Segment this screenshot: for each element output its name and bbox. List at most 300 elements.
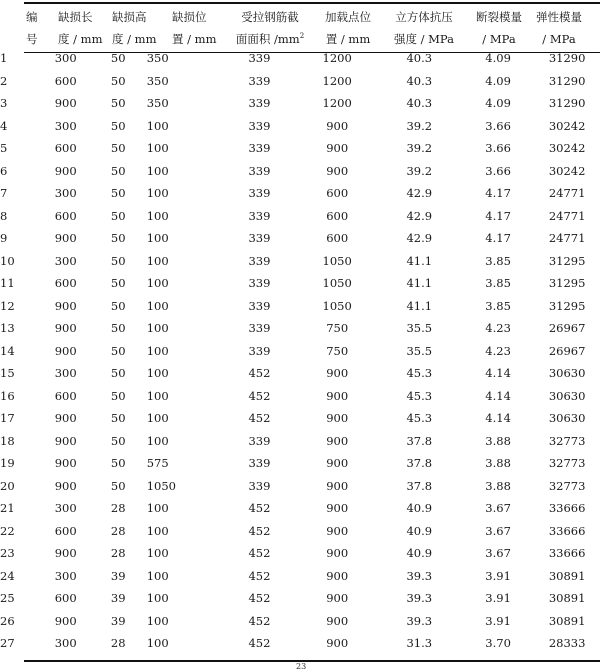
table-cell: 35.5 bbox=[406, 343, 433, 358]
table-cell: 16 bbox=[0, 388, 15, 403]
table-cell: 45.3 bbox=[406, 411, 433, 426]
table-cell: 2 bbox=[0, 73, 8, 88]
header-label: 立方体抗压 bbox=[395, 10, 453, 24]
table-cell: 13 bbox=[0, 321, 15, 336]
table-cell: 900 bbox=[326, 456, 349, 471]
header-label: 缺损位 bbox=[172, 10, 207, 24]
table-cell: 24771 bbox=[548, 186, 586, 201]
table-cell: 100 bbox=[146, 591, 169, 606]
table-cell: 4.14 bbox=[485, 388, 511, 403]
table-cell: 100 bbox=[146, 411, 169, 426]
table-row bbox=[0, 317, 600, 340]
table-cell: 750 bbox=[326, 321, 349, 336]
table-cell: 50 bbox=[110, 141, 126, 156]
table-row bbox=[0, 70, 600, 93]
table-cell: 33666 bbox=[548, 501, 586, 516]
table-cell: 15 bbox=[0, 366, 15, 381]
table-cell: 4.14 bbox=[485, 411, 511, 426]
table-cell: 452 bbox=[248, 501, 271, 516]
table-cell: 31295 bbox=[548, 253, 586, 268]
header-label: / MPa bbox=[482, 32, 516, 46]
table-cell: 339 bbox=[248, 231, 271, 246]
table-cell: 1050 bbox=[322, 253, 352, 268]
table-cell: 28333 bbox=[548, 636, 586, 651]
table-cell: 4.17 bbox=[485, 208, 511, 223]
table-cell: 24771 bbox=[548, 208, 586, 223]
table-cell: 39.2 bbox=[406, 141, 433, 156]
table-cell: 3.67 bbox=[485, 546, 511, 561]
table-cell: 3.85 bbox=[485, 298, 511, 313]
header-label: 编 bbox=[26, 10, 38, 24]
table-cell: 339 bbox=[248, 141, 271, 156]
table-cell: 10 bbox=[0, 253, 15, 268]
header-label: 度 / mm bbox=[58, 32, 103, 46]
table-cell: 900 bbox=[54, 613, 77, 628]
table-cell: 37.8 bbox=[406, 433, 433, 448]
table-cell: 39 bbox=[110, 591, 126, 606]
table-cell: 50 bbox=[110, 298, 126, 313]
table-cell: 100 bbox=[146, 501, 169, 516]
table-cell: 452 bbox=[248, 613, 271, 628]
table-cell: 30891 bbox=[548, 568, 586, 583]
table-cell: 28 bbox=[110, 636, 126, 651]
table-cell: 24 bbox=[0, 568, 15, 583]
table-cell: 3.66 bbox=[485, 163, 511, 178]
table-cell: 40.9 bbox=[406, 523, 433, 538]
table-cell: 900 bbox=[326, 433, 349, 448]
table-cell: 100 bbox=[146, 546, 169, 561]
table-cell: 600 bbox=[54, 141, 77, 156]
table-cell: 600 bbox=[326, 231, 349, 246]
table-cell: 900 bbox=[326, 523, 349, 538]
table-cell: 39.3 bbox=[406, 568, 433, 583]
table-cell: 600 bbox=[54, 208, 77, 223]
table-cell: 3.91 bbox=[485, 591, 511, 606]
table-cell: 100 bbox=[146, 321, 169, 336]
table-cell: 4 bbox=[0, 118, 8, 133]
header-col-cube-strength bbox=[382, 6, 466, 50]
table-cell: 900 bbox=[54, 96, 77, 111]
table-cell: 50 bbox=[110, 411, 126, 426]
table-row bbox=[0, 115, 600, 138]
table-cell: 3.66 bbox=[485, 141, 511, 156]
table-cell: 900 bbox=[326, 163, 349, 178]
table-cell: 1200 bbox=[322, 73, 352, 88]
table-cell: 339 bbox=[248, 253, 271, 268]
table-cell: 100 bbox=[146, 118, 169, 133]
table-cell: 3.91 bbox=[485, 613, 511, 628]
table-cell: 50 bbox=[110, 208, 126, 223]
table-cell: 4.14 bbox=[485, 366, 511, 381]
table-cell: 12 bbox=[0, 298, 15, 313]
table-cell: 37.8 bbox=[406, 456, 433, 471]
table-cell: 339 bbox=[248, 208, 271, 223]
table-cell: 3.85 bbox=[485, 276, 511, 291]
table-row bbox=[0, 340, 600, 363]
table-cell: 39.2 bbox=[406, 118, 433, 133]
table-cell: 33666 bbox=[548, 523, 586, 538]
table-cell: 300 bbox=[54, 366, 77, 381]
table-cell: 900 bbox=[54, 456, 77, 471]
table-row bbox=[0, 632, 600, 655]
table-row bbox=[0, 227, 600, 250]
table-cell: 4.09 bbox=[485, 96, 511, 111]
header-label: 号 bbox=[26, 32, 38, 46]
header-col-defect-position bbox=[172, 6, 228, 50]
table-cell: 300 bbox=[54, 501, 77, 516]
table-row bbox=[0, 565, 600, 588]
table-cell: 900 bbox=[54, 163, 77, 178]
table-cell: 30242 bbox=[548, 118, 586, 133]
table-cell: 3.88 bbox=[485, 456, 511, 471]
table-cell: 6 bbox=[0, 163, 8, 178]
table-cell: 50 bbox=[110, 388, 126, 403]
header-col-rebar-area bbox=[228, 6, 312, 50]
table-row bbox=[0, 587, 600, 610]
table-cell: 32773 bbox=[548, 456, 586, 471]
table-cell: 42.9 bbox=[406, 231, 433, 246]
table-cell: 1050 bbox=[322, 298, 352, 313]
table-cell: 31290 bbox=[548, 96, 586, 111]
table-cell: 50 bbox=[110, 118, 126, 133]
table-cell: 900 bbox=[54, 343, 77, 358]
header-area-text: 面面积 /mm bbox=[235, 32, 300, 46]
data-table bbox=[0, 47, 600, 655]
table-cell: 300 bbox=[54, 118, 77, 133]
table-cell: 1200 bbox=[322, 96, 352, 111]
table-cell: 3 bbox=[0, 96, 8, 111]
table-cell: 30242 bbox=[548, 163, 586, 178]
table-cell: 39.3 bbox=[406, 591, 433, 606]
table-cell: 900 bbox=[326, 636, 349, 651]
table-cell: 350 bbox=[146, 73, 169, 88]
table-cell: 30630 bbox=[548, 366, 586, 381]
table-cell: 33666 bbox=[548, 546, 586, 561]
table-cell: 40.9 bbox=[406, 546, 433, 561]
table-cell: 900 bbox=[54, 231, 77, 246]
table-top-rule bbox=[24, 2, 600, 4]
header-col-load-position bbox=[312, 6, 384, 50]
table-cell: 50 bbox=[110, 186, 126, 201]
table-row bbox=[0, 362, 600, 385]
table-cell: 32773 bbox=[548, 478, 586, 493]
header-label: / MPa bbox=[542, 32, 576, 46]
header-label: 断裂模量 bbox=[476, 10, 522, 24]
table-cell: 100 bbox=[146, 366, 169, 381]
table-cell: 35.5 bbox=[406, 321, 433, 336]
table-cell: 600 bbox=[54, 523, 77, 538]
table-cell: 339 bbox=[248, 73, 271, 88]
table-cell: 19 bbox=[0, 456, 15, 471]
table-cell: 4.17 bbox=[485, 231, 511, 246]
table-cell: 11 bbox=[0, 276, 15, 291]
table-cell: 339 bbox=[248, 163, 271, 178]
table-cell: 900 bbox=[54, 546, 77, 561]
table-cell: 3.66 bbox=[485, 118, 511, 133]
header-col-elastic-modulus bbox=[526, 6, 592, 50]
table-cell: 452 bbox=[248, 366, 271, 381]
table-cell: 600 bbox=[54, 276, 77, 291]
table-cell: 600 bbox=[326, 208, 349, 223]
table-cell: 31295 bbox=[548, 276, 586, 291]
table-cell: 21 bbox=[0, 501, 15, 516]
table-cell: 452 bbox=[248, 636, 271, 651]
table-cell: 100 bbox=[146, 523, 169, 538]
table-cell: 50 bbox=[110, 343, 126, 358]
table-cell: 5 bbox=[0, 141, 8, 156]
table-cell: 40.3 bbox=[406, 73, 433, 88]
header-label: 缺损长 bbox=[58, 10, 93, 24]
table-cell: 50 bbox=[110, 321, 126, 336]
table-cell: 300 bbox=[54, 51, 77, 66]
table-cell: 40.3 bbox=[406, 96, 433, 111]
table-row bbox=[0, 430, 600, 453]
table-cell: 30630 bbox=[548, 411, 586, 426]
table-cell: 4.17 bbox=[485, 186, 511, 201]
table-cell: 900 bbox=[326, 478, 349, 493]
table-cell: 26967 bbox=[548, 343, 586, 358]
table-cell: 20 bbox=[0, 478, 15, 493]
table-cell: 100 bbox=[146, 388, 169, 403]
table-cell: 900 bbox=[326, 568, 349, 583]
table-cell: 3.67 bbox=[485, 501, 511, 516]
table-cell: 452 bbox=[248, 388, 271, 403]
table-cell: 28 bbox=[110, 523, 126, 538]
table-cell: 50 bbox=[110, 231, 126, 246]
table-cell: 40.3 bbox=[406, 51, 433, 66]
table-cell: 900 bbox=[54, 298, 77, 313]
table-cell: 26967 bbox=[548, 321, 586, 336]
table-cell: 4.09 bbox=[485, 51, 511, 66]
table-row bbox=[0, 205, 600, 228]
table-cell: 30242 bbox=[548, 141, 586, 156]
header-area-superscript: 2 bbox=[299, 32, 305, 41]
table-cell: 39.2 bbox=[406, 163, 433, 178]
table-row bbox=[0, 475, 600, 498]
table-bottom-rule bbox=[24, 660, 600, 662]
table-cell: 30891 bbox=[548, 613, 586, 628]
table-cell: 23 bbox=[0, 546, 15, 561]
table-cell: 3.85 bbox=[485, 253, 511, 268]
table-cell: 100 bbox=[146, 636, 169, 651]
table-cell: 39 bbox=[110, 568, 126, 583]
table-cell: 339 bbox=[248, 51, 271, 66]
table-cell: 600 bbox=[54, 388, 77, 403]
table-row bbox=[0, 47, 600, 70]
table-cell: 100 bbox=[146, 343, 169, 358]
header-label: 度 / mm bbox=[112, 32, 157, 46]
table-cell: 100 bbox=[146, 163, 169, 178]
table-cell: 50 bbox=[110, 163, 126, 178]
table-cell: 9 bbox=[0, 231, 8, 246]
table-cell: 900 bbox=[326, 366, 349, 381]
table-row bbox=[0, 182, 600, 205]
header-col-defect-length bbox=[58, 6, 110, 50]
table-cell: 575 bbox=[146, 456, 169, 471]
table-cell: 31290 bbox=[548, 73, 586, 88]
table-row bbox=[0, 295, 600, 318]
table-cell: 30630 bbox=[548, 388, 586, 403]
table-row bbox=[0, 385, 600, 408]
table-cell: 750 bbox=[326, 343, 349, 358]
table-cell: 339 bbox=[248, 276, 271, 291]
table-cell: 339 bbox=[248, 118, 271, 133]
table-cell: 4.09 bbox=[485, 73, 511, 88]
table-cell: 50 bbox=[110, 253, 126, 268]
table-cell: 339 bbox=[248, 298, 271, 313]
table-cell: 17 bbox=[0, 411, 15, 426]
page-number: 23 bbox=[296, 662, 307, 671]
table-cell: 100 bbox=[146, 141, 169, 156]
table-cell: 45.3 bbox=[406, 366, 433, 381]
table-cell: 31290 bbox=[548, 51, 586, 66]
table-cell: 31.3 bbox=[406, 636, 433, 651]
table-row bbox=[0, 497, 600, 520]
header-label: 置 / mm bbox=[325, 32, 371, 46]
table-cell: 339 bbox=[248, 186, 271, 201]
table-cell: 900 bbox=[326, 591, 349, 606]
table-cell: 45.3 bbox=[406, 388, 433, 403]
header-label: 缺损高 bbox=[112, 10, 147, 24]
table-cell: 900 bbox=[326, 388, 349, 403]
table-cell: 100 bbox=[146, 276, 169, 291]
table-cell: 50 bbox=[110, 456, 126, 471]
table-cell: 3.67 bbox=[485, 523, 511, 538]
table-cell: 39 bbox=[110, 613, 126, 628]
table-row bbox=[0, 452, 600, 475]
table-cell: 28 bbox=[110, 546, 126, 561]
table-cell: 50 bbox=[110, 276, 126, 291]
table-row bbox=[0, 407, 600, 430]
table-cell: 24771 bbox=[548, 231, 586, 246]
table-cell: 350 bbox=[146, 96, 169, 111]
table-cell: 28 bbox=[110, 501, 126, 516]
table-cell: 50 bbox=[110, 73, 126, 88]
table-cell: 900 bbox=[54, 411, 77, 426]
table-cell: 339 bbox=[248, 456, 271, 471]
table-cell: 50 bbox=[110, 478, 126, 493]
table-row bbox=[0, 272, 600, 295]
table-cell: 50 bbox=[110, 366, 126, 381]
table-cell: 900 bbox=[54, 433, 77, 448]
table-cell: 41.1 bbox=[406, 253, 433, 268]
table-cell: 1050 bbox=[322, 276, 352, 291]
header-label: 弹性模量 bbox=[536, 10, 582, 24]
table-cell: 41.1 bbox=[406, 298, 433, 313]
table-cell: 339 bbox=[248, 478, 271, 493]
table-cell: 8 bbox=[0, 208, 8, 223]
table-cell: 50 bbox=[110, 51, 126, 66]
header-label: 受拉钢筋截 bbox=[241, 10, 299, 24]
table-cell: 900 bbox=[54, 321, 77, 336]
table-cell: 3.91 bbox=[485, 568, 511, 583]
table-cell: 50 bbox=[110, 433, 126, 448]
table-cell: 339 bbox=[248, 433, 271, 448]
table-cell: 900 bbox=[326, 411, 349, 426]
table-body bbox=[0, 47, 600, 655]
table-cell: 100 bbox=[146, 568, 169, 583]
header-label: 置 / mm bbox=[172, 32, 217, 46]
table-cell: 900 bbox=[326, 118, 349, 133]
table-cell: 100 bbox=[146, 433, 169, 448]
table-cell: 26 bbox=[0, 613, 15, 628]
table-cell: 7 bbox=[0, 186, 8, 201]
table-cell: 41.1 bbox=[406, 276, 433, 291]
table-cell: 300 bbox=[54, 186, 77, 201]
table-cell: 100 bbox=[146, 253, 169, 268]
table-cell: 300 bbox=[54, 636, 77, 651]
header-col-number bbox=[26, 6, 44, 50]
table-cell: 600 bbox=[54, 591, 77, 606]
table-cell: 32773 bbox=[548, 433, 586, 448]
table-row bbox=[0, 92, 600, 115]
table-cell: 40.9 bbox=[406, 501, 433, 516]
table-row bbox=[0, 160, 600, 183]
table-cell: 350 bbox=[146, 51, 169, 66]
table-cell: 1050 bbox=[146, 478, 176, 493]
table-cell: 1 bbox=[0, 51, 8, 66]
table-cell: 37.8 bbox=[406, 478, 433, 493]
table-row bbox=[0, 250, 600, 273]
table-cell: 452 bbox=[248, 568, 271, 583]
table-cell: 3.70 bbox=[485, 636, 511, 651]
table-cell: 4.23 bbox=[485, 321, 511, 336]
table-cell: 900 bbox=[326, 141, 349, 156]
table-cell: 452 bbox=[248, 591, 271, 606]
table-cell: 100 bbox=[146, 613, 169, 628]
table-cell: 100 bbox=[146, 186, 169, 201]
table-cell: 18 bbox=[0, 433, 15, 448]
table-cell: 22 bbox=[0, 523, 15, 538]
table-cell: 600 bbox=[54, 73, 77, 88]
table-cell: 339 bbox=[248, 343, 271, 358]
header-col-defect-height bbox=[112, 6, 168, 50]
table-cell: 3.88 bbox=[485, 478, 511, 493]
table-cell: 900 bbox=[54, 478, 77, 493]
table-cell: 25 bbox=[0, 591, 15, 606]
table-cell: 900 bbox=[326, 613, 349, 628]
table-cell: 452 bbox=[248, 546, 271, 561]
table-cell: 100 bbox=[146, 298, 169, 313]
table-cell: 100 bbox=[146, 231, 169, 246]
table-cell: 3.88 bbox=[485, 433, 511, 448]
table-cell: 900 bbox=[326, 546, 349, 561]
table-cell: 14 bbox=[0, 343, 15, 358]
table-cell: 300 bbox=[54, 568, 77, 583]
table-cell: 39.3 bbox=[406, 613, 433, 628]
table-row bbox=[0, 137, 600, 160]
table-cell: 42.9 bbox=[406, 186, 433, 201]
table-row bbox=[0, 520, 600, 543]
table-cell: 30891 bbox=[548, 591, 586, 606]
table-cell: 339 bbox=[248, 96, 271, 111]
header-label: 强度 / MPa bbox=[393, 32, 455, 46]
table-cell: 600 bbox=[326, 186, 349, 201]
table-row bbox=[0, 610, 600, 633]
header-col-rupture-modulus bbox=[466, 6, 532, 50]
table-cell: 4.23 bbox=[485, 343, 511, 358]
table-cell: 452 bbox=[248, 411, 271, 426]
table-cell: 50 bbox=[110, 96, 126, 111]
table-cell: 1200 bbox=[322, 51, 352, 66]
table-cell: 31295 bbox=[548, 298, 586, 313]
table-cell: 452 bbox=[248, 523, 271, 538]
header-label: 加载点位 bbox=[325, 10, 371, 24]
table-row bbox=[0, 542, 600, 565]
table-cell: 300 bbox=[54, 253, 77, 268]
table-cell: 339 bbox=[248, 321, 271, 336]
table-cell: 42.9 bbox=[406, 208, 433, 223]
